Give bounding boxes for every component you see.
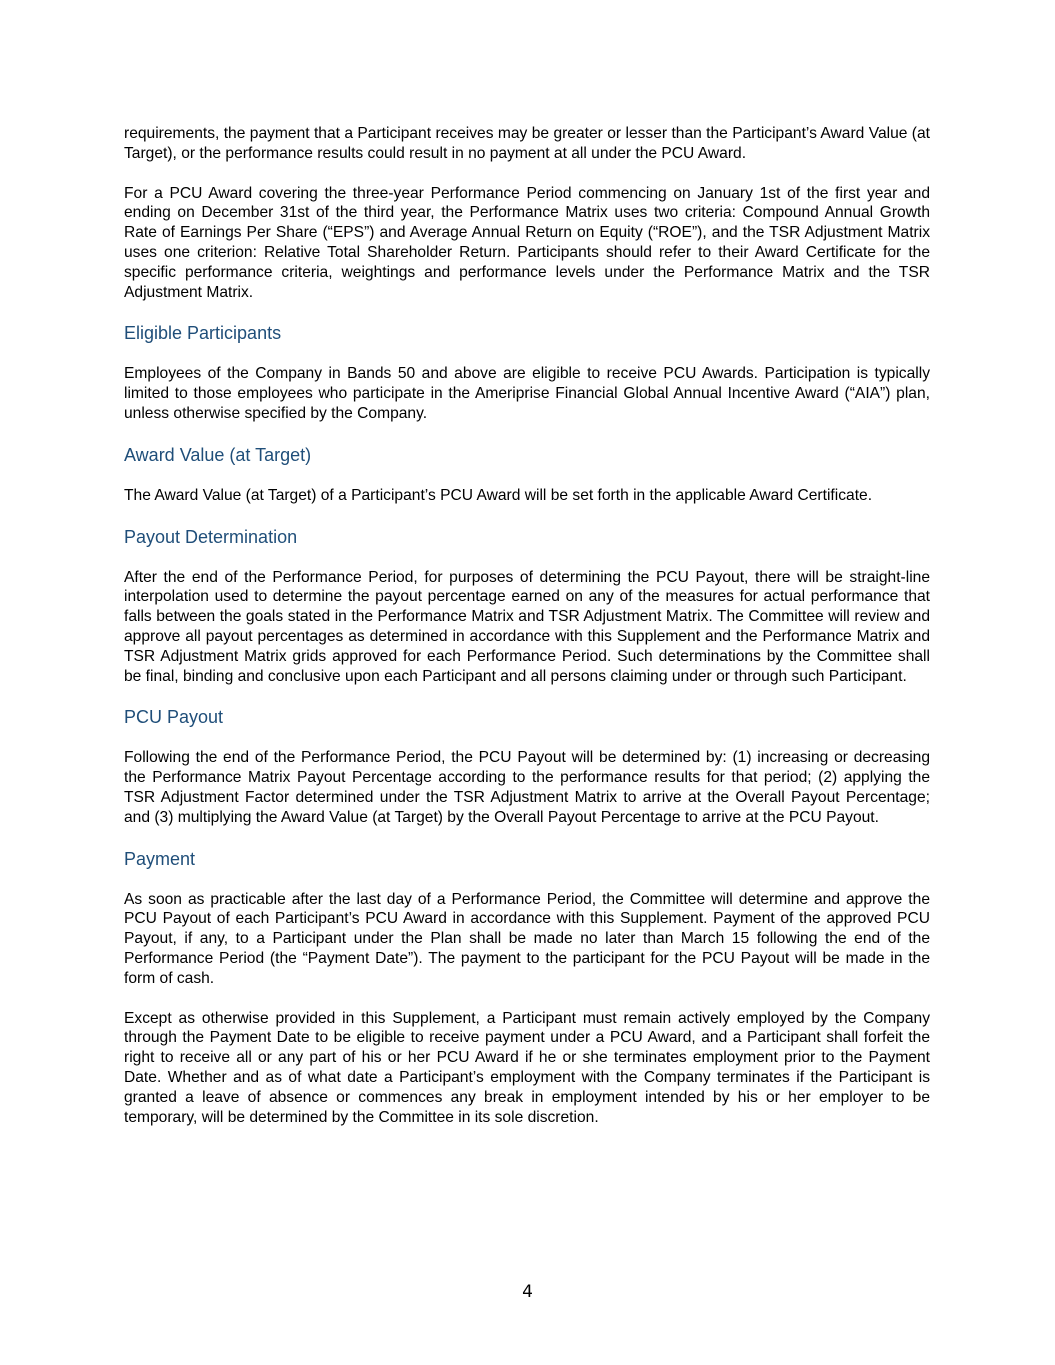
payment-paragraph-2: Except as otherwise provided in this Supplement, a Participant must remain actively employed by the Company through the Payment Date to be eligible to receive payment under a PCU Award, and a Participant shall forfeit the right to receive all or any part of his or her PCU Award if he or she terminates employment prior to the Payment Date. Whether and as of what date a Participant’s employment with the Company terminates if the Participant is granted a leave of absence or commences any break in employment intended by his or her employer to be temporary, will be determined by the Committee in its sole discretion. (124, 1009, 930, 1126)
payout-determination-paragraph: After the end of the Performance Period, for purposes of determining the PCU Payout, there will be straight-line interpolation used to determine the payout percentage earned on any of the measures for actual performance that falls between the goals stated in the Performance Matrix and TSR Adjustment Matrix. The Committee will review and approve all payout percentages as determined in accordance with this Supplement and the Performance Matrix and TSR Adjustment Matrix grids approved for each Performance Period. Such determinations by the Committee shall be final, binding and conclusive upon each Participant and all persons claiming under or through such Participant. (124, 568, 930, 685)
award-value-paragraph: The Award Value (at Target) of a Participant’s PCU Award will be set forth in the applicable Award Certificate. (124, 486, 873, 504)
payment-paragraph-1: As soon as practicable after the last day of a Performance Period, the Committee will determine and approve the PCU Payout of each Participant’s PCU Award in accordance with this Supplement. Payment of the approved PCU Payout, if any, to a Participant under the Plan shall be made no later than March 15 following the end of the Performance Period (the “Payment Date”). The payment to the participant for the PCU Payout will be made in the form of cash. (124, 890, 930, 987)
section-heading-award-value: Award Value (at Target) (124, 444, 312, 465)
section-heading-pcu-payout: PCU Payout (124, 707, 224, 728)
intro-paragraph-2: For a PCU Award covering the three-year Performance Period commencing on January 1st of the first year and ending on December 31st of the third year, the Performance Matrix uses two criteria: Compound Annual Growth Rate of Earnings Per Share (“EPS”) and Average Annual Return on Equity (“ROE”), and the TSR Adjustment Matrix uses one criterion: Relative Total Shareholder Return. Participants should refer to their Award Certificate for the specific performance criteria, weightings and performance levels under the Performance Matrix and the TSR Adjustment Matrix. (124, 184, 930, 301)
document-page (124, 124, 930, 1127)
eligible-participants-paragraph: Employees of the Company in Bands 50 and above are eligible to receive PCU Awards. Participation is typically limited to those employees who participate in the Ameriprise Financial Global Annual Incentive Award (“AIA”) plan, unless otherwise specified by the Company. (124, 365, 930, 422)
section-heading-eligible-participants: Eligible Participants (124, 323, 282, 344)
section-heading-payment: Payment (124, 848, 196, 869)
page-number: 4 (522, 1282, 533, 1302)
pcu-payout-paragraph: Following the end of the Performance Period, the PCU Payout will be determined by: (1) increasing or decreasing the Performance Matrix Payout Percentage according to the performance results for that period; (2) applying the TSR Adjustment Factor determined under the TSR Adjustment Matrix to arrive at the Overall Payout Percentage; and (3) multiplying the Award Value (at Target) by the Overall Payout Percentage to arrive at the PCU Payout. (124, 749, 930, 826)
section-heading-payout-determination: Payout Determination (124, 526, 298, 547)
intro-paragraph-1: requirements, the payment that a Participant receives may be greater or lesser than the Participant’s Award Value (at Target), or the performance results could result in no payment at all under the PCU Award. (124, 125, 930, 162)
